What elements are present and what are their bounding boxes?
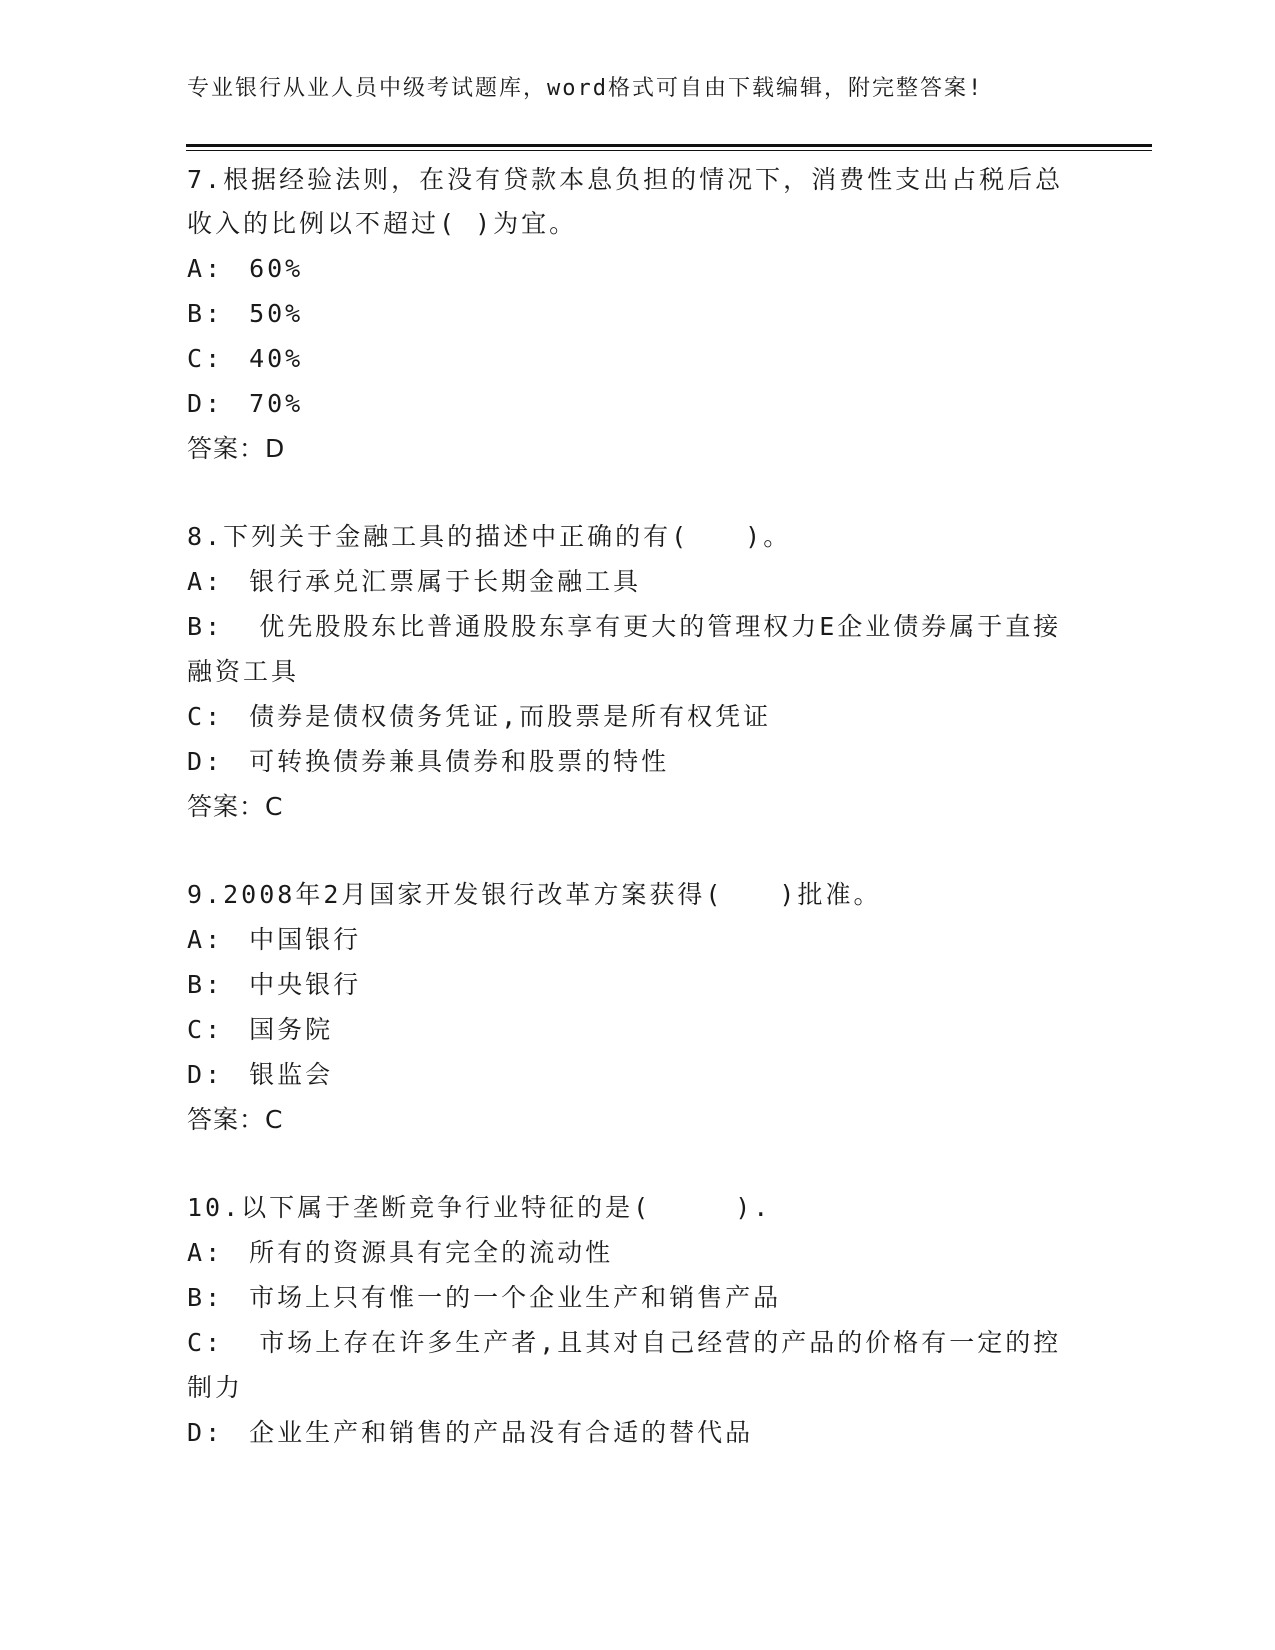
- option-text: 市场上存在许多生产者,且其对自己经营的产品的价格有一定的控制力: [187, 1328, 1062, 1402]
- answer-line: 答案：C: [187, 1105, 284, 1134]
- option-text: 70%: [249, 389, 304, 418]
- answer-line: 答案：D: [187, 434, 286, 463]
- question-stem: 2008年2月国家开发银行改革方案获得( )批准。: [223, 880, 882, 909]
- option-letter: B: [187, 299, 206, 328]
- option-letter: C: [187, 1328, 206, 1357]
- question-8: [187, 515, 1087, 829]
- question-text: [187, 158, 1067, 246]
- option-text: 国务院: [249, 1015, 334, 1044]
- option-a: A : 银行承兑汇票属于长期金融工具: [187, 559, 1067, 604]
- option-letter: B: [187, 1283, 206, 1312]
- option-letter: A: [187, 254, 206, 283]
- option-letter: D: [187, 389, 206, 418]
- option-c: C : 国务院: [187, 1007, 1067, 1052]
- option-b: B: 优先股股东比普通股股东享有更大的管理权力E企业债券属于直接融资工具: [187, 612, 1062, 686]
- question-7: [187, 158, 1087, 471]
- question-number: 7.: [187, 165, 224, 194]
- option-c: C : 40%: [187, 336, 1067, 381]
- option-text: 中国银行: [249, 925, 362, 954]
- option-text: 所有的资源具有完全的流动性: [249, 1238, 614, 1267]
- question-stem: 下列关于金融工具的描述中正确的有( )。: [223, 522, 792, 551]
- page-header: 专业银行从业人员中级考试题库，word格式可自由下载编辑，附完整答案!: [187, 76, 984, 101]
- option-letter: D: [187, 747, 206, 776]
- option-a: A : 60%: [187, 246, 1067, 291]
- option-letter: A: [187, 1238, 206, 1267]
- option-letter: C: [187, 1015, 206, 1044]
- option-text: 企业生产和销售的产品没有合适的替代品: [249, 1418, 754, 1447]
- option-text: 50%: [249, 299, 304, 328]
- option-letter: D: [187, 1418, 206, 1447]
- option-d: D : 70%: [187, 381, 1067, 426]
- option-text: 债券是债权债务凭证,而股票是所有权凭证: [249, 702, 772, 731]
- question-text: [187, 1186, 1067, 1230]
- question-number: 9.: [187, 880, 224, 909]
- option-text: 银监会: [249, 1060, 334, 1089]
- option-text: 40%: [249, 344, 304, 373]
- option-d: D : 可转换债券兼具债券和股票的特性: [187, 739, 1067, 784]
- option-letter: B: [187, 970, 206, 999]
- option-text: 中央银行: [249, 970, 362, 999]
- question-10: [187, 1186, 1087, 1455]
- option-letter: A: [187, 567, 206, 596]
- option-b: B : 50%: [187, 291, 1067, 336]
- option-b: B : 中央银行: [187, 962, 1067, 1007]
- option-a: A : 所有的资源具有完全的流动性: [187, 1230, 1067, 1275]
- answer-line: 答案：C: [187, 792, 284, 821]
- option-d: D : 企业生产和销售的产品没有合适的替代品: [187, 1410, 1067, 1455]
- question-stem: 根据经验法则，在没有贷款本息负担的情况下，消费性支出占税后总收入的比例以不超过( )为宜。: [187, 165, 1064, 238]
- option-letter: A: [187, 925, 206, 954]
- question-list: [187, 158, 1087, 1499]
- option-letter: C: [187, 702, 206, 731]
- option-letter: C: [187, 344, 206, 373]
- option-b: B : 市场上只有惟一的一个企业生产和销售产品: [187, 1275, 1067, 1320]
- header-divider-thin: [186, 150, 1152, 151]
- question-number: 8.: [187, 522, 224, 551]
- option-text: 银行承兑汇票属于长期金融工具: [249, 567, 642, 596]
- option-d: D : 银监会: [187, 1052, 1067, 1097]
- question-stem: 以下属于垄断竞争行业特征的是( ).: [241, 1193, 772, 1222]
- option-letter: D: [187, 1060, 206, 1089]
- option-c: C : 债券是债权债务凭证,而股票是所有权凭证: [187, 694, 1067, 739]
- option-letter: B: [187, 612, 206, 641]
- option-text: 优先股股东比普通股股东享有更大的管理权力E企业债券属于直接融资工具: [187, 612, 1062, 686]
- header-divider-thick: [186, 144, 1152, 147]
- question-number: 10.: [187, 1193, 242, 1222]
- question-text: [187, 873, 1067, 917]
- question-9: [187, 873, 1087, 1142]
- option-text: 可转换债券兼具债券和股票的特性: [249, 747, 670, 776]
- option-c: C: 市场上存在许多生产者,且其对自己经营的产品的价格有一定的控制力: [187, 1328, 1062, 1402]
- option-text: 60%: [249, 254, 304, 283]
- option-text: 市场上只有惟一的一个企业生产和销售产品: [249, 1283, 782, 1312]
- option-a: A : 中国银行: [187, 917, 1067, 962]
- question-text: [187, 515, 1067, 559]
